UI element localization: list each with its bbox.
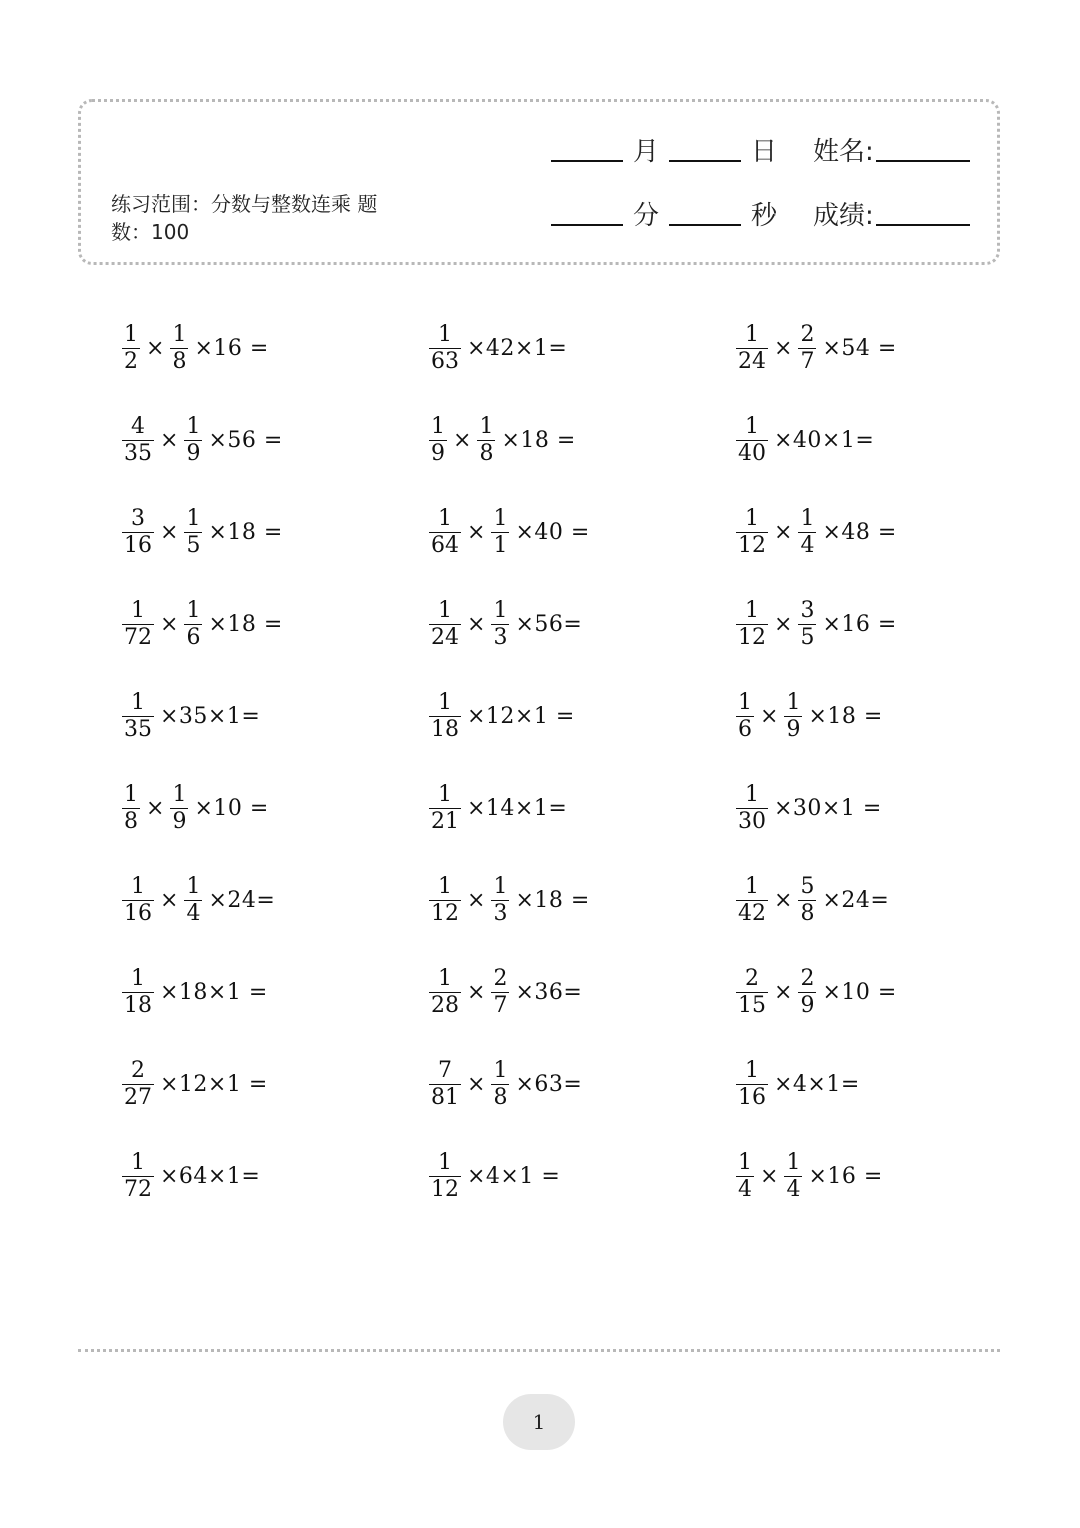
problem-tail: ×42×1=	[467, 335, 568, 361]
times-sign: ×	[467, 888, 486, 914]
denominator: 64	[431, 532, 459, 558]
fraction	[736, 414, 768, 467]
numerator: 1	[479, 413, 494, 439]
numerator: 2	[800, 321, 815, 347]
problem-tail: ×18 =	[208, 519, 283, 545]
day-blank[interactable]	[669, 160, 741, 162]
numerator: 1	[131, 689, 145, 715]
fraction	[736, 1058, 768, 1111]
header-box	[78, 99, 1000, 265]
problem-tail: ×30×1 =	[774, 796, 882, 821]
fraction	[429, 414, 447, 467]
times-sign: ×	[146, 796, 165, 821]
fraction	[736, 874, 768, 927]
problem-item	[734, 592, 897, 656]
times-sign: ×	[160, 888, 179, 914]
fraction	[429, 874, 461, 927]
numerator: 1	[186, 874, 201, 900]
denominator: 16	[124, 532, 152, 558]
minute-label: 分	[633, 201, 660, 231]
denominator: 8	[124, 809, 138, 834]
score-label: 成绩:	[813, 201, 874, 231]
denominator: 8	[493, 1085, 508, 1111]
fraction	[122, 506, 154, 559]
problem-tail: ×24=	[208, 888, 276, 914]
denominator: 12	[431, 1177, 459, 1203]
denominator: 1	[493, 532, 508, 558]
times-sign: ×	[774, 888, 793, 914]
denominator: 6	[738, 716, 752, 742]
numerator: 1	[124, 321, 138, 347]
name-blank[interactable]	[876, 160, 970, 162]
denominator: 15	[738, 993, 766, 1019]
numerator: 3	[800, 597, 815, 623]
minute-blank[interactable]	[551, 224, 623, 226]
fraction	[122, 690, 154, 743]
fraction	[736, 322, 768, 375]
problem-item	[427, 777, 567, 841]
fraction	[184, 414, 202, 467]
times-sign: ×	[467, 980, 486, 1006]
fraction	[736, 966, 768, 1019]
denominator: 9	[172, 809, 187, 834]
problem-item	[120, 777, 269, 841]
fraction	[429, 322, 461, 375]
problem-item	[734, 684, 883, 748]
times-sign: ×	[453, 427, 472, 453]
numerator: 1	[493, 1058, 508, 1084]
problem-tail: ×64×1=	[160, 1164, 261, 1190]
fraction	[429, 966, 461, 1019]
problem-item	[427, 316, 567, 380]
problem-item	[734, 408, 874, 472]
problem-tail: ×36=	[515, 980, 583, 1006]
problem-tail: ×18 =	[808, 703, 883, 729]
numerator: 1	[493, 597, 508, 623]
fraction	[798, 874, 816, 927]
numerator: 1	[124, 782, 138, 807]
times-sign: ×	[467, 611, 486, 637]
page-number: 1	[503, 1394, 575, 1450]
times-sign: ×	[774, 335, 793, 361]
numerator: 1	[131, 597, 145, 623]
problem-item	[734, 961, 897, 1025]
fraction	[798, 966, 816, 1019]
problem-tail: ×63=	[515, 1072, 583, 1098]
problem-tail: ×18×1 =	[160, 980, 268, 1006]
fraction	[429, 690, 461, 743]
numerator: 1	[745, 321, 759, 347]
numerator: 1	[438, 874, 452, 900]
denominator: 21	[431, 809, 459, 834]
denominator: 40	[738, 440, 766, 466]
problem-tail: ×18 =	[515, 888, 590, 914]
fraction	[122, 1058, 154, 1111]
denominator: 24	[431, 624, 459, 650]
fraction	[122, 782, 140, 835]
fraction	[784, 1150, 802, 1203]
problem-tail: ×54 =	[822, 335, 897, 361]
denominator: 4	[786, 1177, 801, 1203]
numerator: 2	[493, 966, 508, 992]
numerator: 4	[131, 413, 145, 439]
problem-item	[427, 869, 590, 933]
times-sign: ×	[760, 1164, 779, 1190]
fraction	[491, 506, 509, 559]
numerator: 1	[431, 413, 445, 439]
problem-tail: ×16 =	[822, 611, 897, 637]
numerator: 1	[172, 782, 187, 807]
fraction	[429, 782, 461, 835]
numerator: 1	[438, 321, 452, 347]
denominator: 8	[479, 440, 494, 466]
fraction	[491, 874, 509, 927]
problem-tail: ×40 =	[515, 519, 590, 545]
numerator: 2	[800, 966, 815, 992]
fraction	[736, 598, 768, 651]
problem-item	[120, 1145, 260, 1209]
fraction	[798, 506, 816, 559]
fraction	[170, 322, 188, 375]
denominator: 72	[124, 1177, 152, 1203]
problem-item	[427, 408, 576, 472]
denominator: 16	[738, 1085, 766, 1111]
denominator: 81	[431, 1085, 459, 1111]
numerator: 1	[438, 1150, 452, 1176]
numerator: 1	[438, 782, 452, 807]
numerator: 1	[131, 1150, 145, 1176]
numerator: 1	[745, 413, 759, 439]
problem-tail: ×10 =	[822, 980, 897, 1006]
times-sign: ×	[774, 611, 793, 637]
problem-item	[734, 500, 897, 564]
denominator: 63	[431, 348, 459, 374]
problem-tail: ×56=	[515, 611, 583, 637]
denominator: 12	[738, 532, 766, 558]
numerator: 1	[738, 689, 752, 715]
fraction	[736, 782, 768, 835]
denominator: 18	[431, 716, 459, 742]
denominator: 9	[186, 440, 201, 466]
problem-item	[427, 592, 582, 656]
fraction	[429, 598, 461, 651]
name-label: 姓名:	[813, 137, 874, 167]
numerator: 1	[438, 689, 452, 715]
denominator: 8	[800, 901, 815, 927]
fraction	[798, 322, 816, 375]
problem-tail: ×12×1 =	[467, 703, 575, 729]
denominator: 8	[172, 348, 187, 374]
problem-tail: ×24=	[822, 888, 890, 914]
times-sign: ×	[760, 703, 779, 729]
problem-tail: ×48 =	[822, 519, 897, 545]
fraction	[429, 1150, 461, 1203]
fraction	[184, 506, 202, 559]
problem-tail: ×12×1 =	[160, 1072, 268, 1098]
fraction	[122, 414, 154, 467]
denominator: 16	[124, 901, 152, 927]
bottom-divider	[78, 1349, 1000, 1352]
problem-item	[120, 684, 260, 748]
numerator: 1	[745, 597, 759, 623]
fraction	[736, 506, 768, 559]
problem-item	[120, 961, 268, 1025]
fraction	[429, 1058, 461, 1111]
problem-tail: ×14×1=	[467, 796, 568, 821]
month-label: 月	[633, 137, 660, 167]
fraction	[784, 690, 802, 743]
times-sign: ×	[467, 1072, 486, 1098]
fraction	[184, 598, 202, 651]
times-sign: ×	[146, 335, 165, 361]
numerator: 1	[131, 874, 145, 900]
problem-item	[427, 1145, 560, 1209]
denominator: 42	[738, 901, 766, 927]
problem-item	[734, 1145, 883, 1209]
numerator: 1	[186, 413, 201, 439]
fraction	[491, 1058, 509, 1111]
numerator: 1	[438, 505, 452, 531]
numerator: 3	[131, 505, 145, 531]
fraction	[184, 874, 202, 927]
problem-item	[734, 1053, 860, 1117]
second-label: 秒	[751, 201, 778, 231]
denominator: 3	[493, 624, 508, 650]
problem-item	[120, 869, 275, 933]
numerator: 2	[745, 966, 759, 992]
numerator: 1	[738, 1150, 752, 1176]
numerator: 1	[786, 689, 801, 715]
problem-item	[427, 961, 582, 1025]
numerator: 1	[172, 321, 187, 347]
times-sign: ×	[467, 519, 486, 545]
fraction	[477, 414, 495, 467]
denominator: 12	[738, 624, 766, 650]
problem-tail: ×16 =	[808, 1164, 883, 1190]
problem-tail: ×18 =	[208, 611, 283, 637]
denominator: 3	[493, 901, 508, 927]
problem-item	[120, 500, 283, 564]
fraction	[170, 782, 188, 835]
denominator: 30	[738, 809, 766, 834]
numerator: 1	[745, 874, 759, 900]
denominator: 6	[186, 624, 201, 650]
denominator: 7	[800, 348, 815, 374]
denominator: 24	[738, 348, 766, 374]
numerator: 5	[800, 874, 815, 900]
numerator: 1	[186, 505, 201, 531]
problem-item	[734, 316, 897, 380]
denominator: 5	[186, 532, 201, 558]
practice-range-line1: 练习范围：分数与整数连乘 题	[111, 192, 378, 216]
numerator: 1	[745, 1058, 759, 1084]
practice-range-line2: 数：100	[111, 220, 190, 244]
date-name-row	[551, 136, 970, 168]
numerator: 2	[131, 1058, 145, 1084]
fraction	[491, 966, 509, 1019]
numerator: 1	[745, 782, 759, 807]
numerator: 1	[438, 966, 452, 992]
problem-tail: ×4×1=	[774, 1072, 860, 1098]
problem-item	[427, 500, 590, 564]
numerator: 1	[493, 874, 508, 900]
numerator: 1	[131, 966, 145, 992]
fraction	[122, 1150, 154, 1203]
numerator: 7	[438, 1058, 452, 1084]
fraction	[429, 506, 461, 559]
times-sign: ×	[160, 519, 179, 545]
month-blank[interactable]	[551, 160, 623, 162]
numerator: 1	[745, 505, 759, 531]
fraction	[491, 598, 509, 651]
denominator: 9	[800, 993, 815, 1019]
denominator: 4	[800, 532, 815, 558]
denominator: 4	[186, 901, 201, 927]
problem-item	[120, 592, 283, 656]
numerator: 1	[493, 505, 508, 531]
denominator: 9	[786, 716, 801, 742]
second-blank[interactable]	[669, 224, 741, 226]
fraction	[122, 966, 154, 1019]
practice-range	[111, 190, 421, 246]
fraction	[736, 690, 754, 743]
problem-tail: ×10 =	[194, 796, 269, 821]
times-sign: ×	[774, 980, 793, 1006]
numerator: 1	[786, 1150, 801, 1176]
fraction	[122, 322, 140, 375]
problem-tail: ×40×1=	[774, 427, 875, 453]
denominator: 5	[800, 624, 815, 650]
score-blank[interactable]	[876, 224, 970, 226]
problem-tail: ×4×1 =	[467, 1164, 561, 1190]
denominator: 12	[431, 901, 459, 927]
denominator: 72	[124, 624, 152, 650]
times-sign: ×	[160, 427, 179, 453]
fraction	[736, 1150, 754, 1203]
problem-item	[120, 1053, 268, 1117]
problem-item	[734, 777, 882, 841]
fraction	[798, 598, 816, 651]
times-sign: ×	[160, 611, 179, 637]
problem-tail: ×18 =	[501, 427, 576, 453]
problem-tail: ×56 =	[208, 427, 283, 453]
denominator: 27	[124, 1085, 152, 1111]
fraction	[122, 874, 154, 927]
problem-tail: ×16 =	[194, 335, 269, 361]
numerator: 1	[800, 505, 815, 531]
problem-item	[427, 684, 575, 748]
time-score-row	[551, 200, 970, 232]
denominator: 35	[124, 440, 152, 466]
denominator: 35	[124, 716, 152, 742]
day-label: 日	[751, 137, 778, 167]
numerator: 1	[186, 597, 201, 623]
problem-item	[427, 1053, 582, 1117]
denominator: 9	[431, 440, 445, 466]
denominator: 7	[493, 993, 508, 1019]
denominator: 4	[738, 1177, 752, 1203]
denominator: 28	[431, 993, 459, 1019]
denominator: 2	[124, 348, 138, 374]
denominator: 18	[124, 993, 152, 1019]
times-sign: ×	[774, 519, 793, 545]
problem-tail: ×35×1=	[160, 703, 261, 729]
fraction	[122, 598, 154, 651]
numerator: 1	[438, 597, 452, 623]
problem-item	[120, 316, 269, 380]
problem-item	[120, 408, 283, 472]
problem-item	[734, 869, 889, 933]
